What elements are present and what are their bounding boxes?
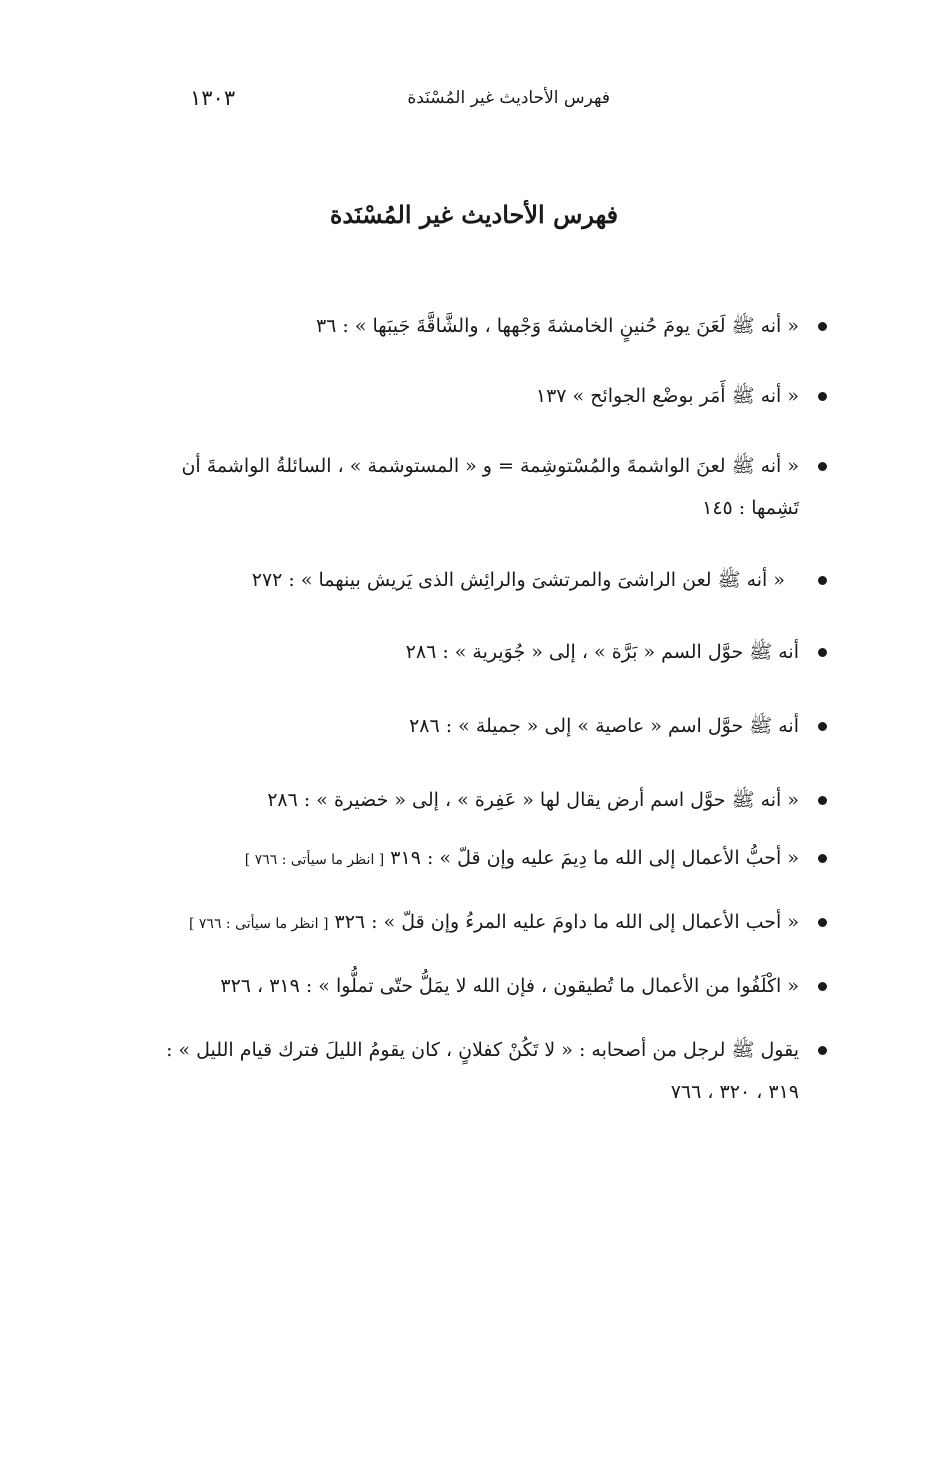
list-item [160,305,835,347]
list-item [160,965,835,1007]
list-item [160,445,835,529]
bullet-icon [818,392,827,401]
page-number: ١٣٠٣ [190,86,236,110]
running-title: فهرس الأحاديث غير المُسْنَدة [407,88,610,108]
hadith-index-list [160,305,835,1113]
entry-text: « اكْلَفُوا من الأعمال ما تُطيقون ، فإن الله لا يمَلُّ حتّى تملُّوا » : ٣١٩ ، ٣٢٦ [220,975,799,997]
bullet-icon [818,722,827,731]
list-item [160,375,835,417]
entry-text: « أحبُّ الأعمال إلى الله ما دِيمَ عليه وإن قلّ » : ٣١٩ [390,847,799,869]
list-item [160,559,835,601]
entry-text: أنه ﷺ حوَّل اسم « عاصية » إلى « جميلة » : ٢٨٦ [409,715,799,737]
entry-text: « أنه ﷺ لعن الراشىَ والمرتشىَ والرائِش الذى يَريش بينهما » : ٢٧٢ [251,569,785,591]
entry-text: « أنه ﷺ لعنَ الواشمةَ والمُسْتوشِمة = و « المستوشمة » ، السائلةُ الواشمةَ أن تَشِمها : ١٤٥ [181,455,799,519]
list-item [160,901,835,945]
bullet-icon [818,462,827,471]
running-head [190,88,610,118]
entry-text: يقول ﷺ لرجل من أصحابه : « لا تَكُنْ كفلانٍ ، كان يقومُ الليلَ فترك قيام الليل » : ٣١٩ ، ٣٢٠ ، ٧٦٦ [166,1039,799,1103]
entry-note: [ انظر ما سيأتى : ٧٦٦ ] [188,916,329,932]
list-item [160,631,835,673]
bullet-icon [818,854,827,863]
entry-text: أنه ﷺ حوَّل السم « بَرَّة » ، إلى « جُوَيرية » : ٢٨٦ [405,641,799,663]
bullet-icon [818,982,827,991]
entry-text: « أنه ﷺ لَعَنَ يومَ حُنينٍ الخامشةَ وَجْهها ، والشَّاقَّةَ جَيبَها » : ٣٦ [315,315,799,337]
list-item [160,1029,835,1113]
bullet-icon [818,796,827,805]
list-item [160,705,835,747]
bullet-icon [818,322,827,331]
entry-text: « أحب الأعمال إلى الله ما داومَ عليه المرءُ وإن قلّ » : ٣٢٦ [334,911,799,933]
bullet-icon [818,1046,827,1055]
list-item [160,779,835,821]
bullet-icon [818,648,827,657]
page-title: فهرس الأحاديث غير المُسْنَدة [329,200,619,229]
list-item [160,837,835,881]
bullet-icon [818,918,827,927]
bullet-icon [818,576,827,585]
entry-note: [ انظر ما سيأتى : ٧٦٦ ] [244,852,385,868]
entry-text: « أنه ﷺ أَمَر بوضْع الجوائح » ١٣٧ [535,385,799,407]
entry-text: « أنه ﷺ حوَّل اسم أرض يقال لها « عَفِرة » ، إلى « خضيرة » : ٢٨٦ [267,789,799,811]
